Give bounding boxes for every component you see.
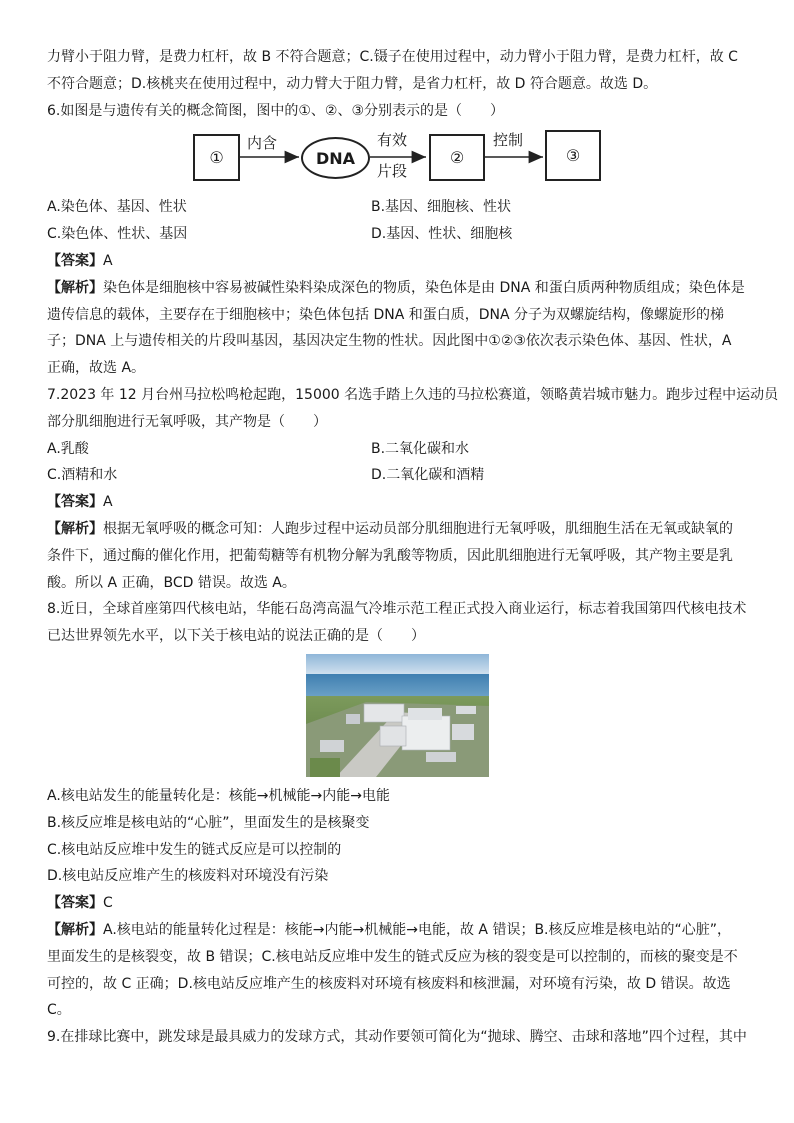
diagram-label-effective: 有效 — [377, 131, 408, 150]
q7-option-a: A.乳酸 — [47, 440, 89, 457]
prev-explanation-line-2: 不符合题意；D.核桃夹在使用过程中，动力臂大于阻力臂，是省力杠杆，故 D 符合题意。故选 D。 — [47, 75, 658, 92]
q7-analysis-line-1 — [47, 516, 752, 543]
q7-answer-value: A — [103, 494, 113, 511]
q6-option-c: C.染色体、性状、基因 — [47, 226, 188, 243]
q7-analysis-line-3: 酸。所以 A 正确，BCD 错误。故选 A。 — [47, 574, 296, 591]
q8-option-a: A.核电站发生的能量转化是：核能→机械能→内能→电能 — [47, 787, 390, 804]
q7-answer — [47, 489, 752, 516]
q7-option-d: D.二氧化碳和酒精 — [371, 467, 485, 484]
q8-analysis-line-2: 里面发生的是核裂变，故 B 错误；C.核电站反应堆中发生的链式反应为核的裂变是可以控制的，而核的聚变是不 — [47, 948, 738, 965]
q6-answer — [47, 248, 752, 275]
diagram-box-1: ① — [193, 134, 240, 181]
q8-answer-value: C — [103, 895, 113, 912]
q7-option-c: C.酒精和水 — [47, 467, 118, 484]
q6-answer-value: A — [103, 252, 113, 269]
q6-option-a: A.染色体、基因、性状 — [47, 199, 187, 216]
q8-analysis-line-3: 可控的，故 C 正确；D.核电站反应堆产生的核废料对环境有核废料和核泄漏，对环境有污染，故 D 错误。故选 — [47, 975, 731, 992]
q7-analysis-label: 【解析】 — [47, 520, 103, 537]
q6-analysis-line-4: 正确，故选 A。 — [47, 360, 146, 377]
q7-option-b: B.二氧化碳和水 — [371, 440, 470, 457]
q7-stem-line-2: 部分肌细胞进行无氧呼吸，其产物是（ ） — [47, 413, 327, 430]
q7-options-row-1 — [47, 436, 752, 463]
q7-analysis-line-2: 条件下，通过酶的催化作用，把葡萄糖等有机物分解为乳酸等物质，因此肌细胞进行无氧呼吸，其产物主要是乳 — [47, 547, 733, 564]
q6-answer-label: 【答案】 — [47, 252, 103, 269]
diagram-label-segment: 片段 — [377, 162, 408, 181]
q7-answer-label: 【答案】 — [47, 494, 103, 511]
q8-stem-line-2: 已达世界领先水平，以下关于核电站的说法正确的是（ ） — [47, 628, 425, 645]
q6-analysis-label: 【解析】 — [47, 279, 103, 296]
q8-option-d: D.核电站反应堆产生的核废料对环境没有污染 — [47, 868, 329, 885]
q6-analysis-line-2: 遗传信息的载体，主要存在于细胞核中；染色体包括 DNA 和蛋白质，DNA 分子为双螺旋结构，像螺旋形的梯 — [47, 306, 725, 323]
q6-analysis-line-3: 子；DNA 上与遗传相关的片段叫基因，基因决定生物的性状。因此图中①②③依次表示染色体、基因、性状，A — [47, 333, 732, 350]
q6-option-d: D.基因、性状、细胞核 — [371, 226, 513, 243]
prev-explanation-line-1: 力臂小于阻力臂，是费力杠杆，故 B 不符合题意；C.镊子在使用过程中，动力臂小于阻力臂，是费力杠杆，故 C — [47, 49, 738, 65]
q6-analysis-text-1: 染色体是细胞核中容易被碱性染料染成深色的物质，染色体是由 DNA 和蛋白质两种物质组成；染色体是 — [103, 279, 745, 296]
q6-concept-diagram — [47, 130, 752, 192]
diagram-box-3: ③ — [545, 130, 601, 181]
q8-analysis-line-1 — [47, 917, 752, 944]
diagram-dna-ellipse: DNA — [301, 137, 370, 179]
document-page — [47, 44, 779, 1051]
q8-option-b: B.核反应堆是核电站的“心脏”，里面发生的是核聚变 — [47, 814, 370, 831]
q8-stem-line-1: 8.近日，全球首座第四代核电站，华能石岛湾高温气冷堆示范工程正式投入商业运行，标志着我国第四代核电技术 — [47, 601, 747, 618]
q6-options-row-1 — [47, 194, 752, 221]
q6-options-row-2 — [47, 221, 752, 248]
q6-analysis-line-1 — [47, 275, 752, 302]
nuclear-plant-photo — [306, 654, 489, 777]
q8-analysis-line-4: C。 — [47, 1002, 71, 1019]
q8-answer-label: 【答案】 — [47, 895, 103, 912]
q6-option-b: B.基因、细胞核、性状 — [371, 199, 512, 216]
q6-stem: 6.如图是与遗传有关的概念简图，图中的①、②、③分别表示的是（ ） — [47, 102, 505, 119]
q8-analysis-label: 【解析】 — [47, 921, 103, 938]
diagram-box-2: ② — [429, 134, 485, 181]
q7-stem-line-1: 7.2023 年 12 月台州马拉松鸣枪起跑，15000 名选手踏上久违的马拉松赛道，领略黄岩城市魅力。跑步过程中运动员 — [47, 386, 779, 403]
diagram-label-control: 控制 — [493, 131, 524, 150]
q7-analysis-text-1: 根据无氧呼吸的概念可知：人跑步过程中运动员部分肌细胞进行无氧呼吸，肌细胞生活在无氧或缺氧的 — [103, 520, 733, 537]
diagram-label-contains: 内含 — [247, 134, 278, 153]
q8-analysis-text-1: A.核电站的能量转化过程是：核能→内能→机械能→电能，故 A 错误；B.核反应堆是核电站的“心脏”， — [103, 921, 732, 938]
q8-option-c: C.核电站反应堆中发生的链式反应是可以控制的 — [47, 841, 342, 858]
q9-stem: 9.在排球比赛中，跳发球是最具威力的发球方式，其动作要领可简化为“抛球、腾空、击球和落地”四个过程，其中 — [47, 1029, 747, 1046]
q8-answer — [47, 890, 752, 917]
q7-options-row-2 — [47, 462, 752, 489]
